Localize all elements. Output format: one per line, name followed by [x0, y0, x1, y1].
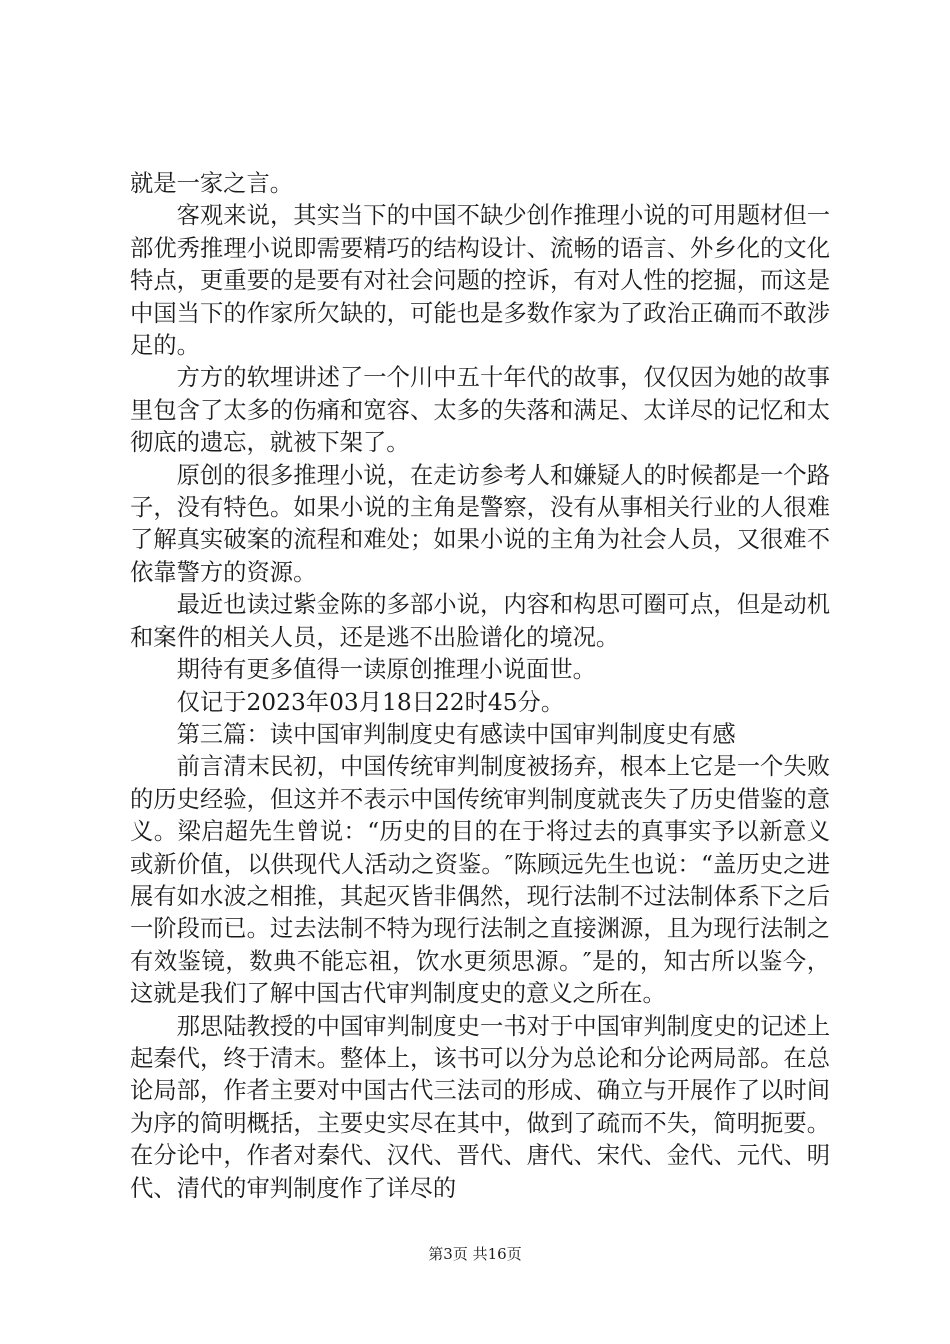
paragraph-6: 期待有更多值得一读原创推理小说面世。 — [176, 656, 596, 684]
paragraph-4: 原创的很多推理小说，在走访参考人和嫌疑人的时候都是一个路子，没有特色。如果小说的主角是警察，没有从事相关行业的人很难了解真实破案的流程和难处；如果小说的主角为社会人员，又很难不依靠警方的资源。 — [130, 461, 830, 586]
paragraph-7: 仅记于2023年03月18日22时45分。 — [176, 688, 565, 716]
document-body — [130, 168, 830, 1205]
paragraph-5: 最近也读过紫金陈的多部小说，内容和构思可圈可点，但是动机和案件的相关人员，还是逃不出脸谱化的境况。 — [130, 591, 830, 651]
page-number-footer: 第3页 共16页 — [428, 1245, 522, 1263]
paragraph-2: 客观来说，其实当下的中国不缺少创作推理小说的可用题材但一部优秀推理小说即需要精巧的结构设计、流畅的语言、外乡化的文化特点，更重要的是要有对社会问题的控诉，有对人性的挖掘，而这是中国当下的作家所欠缺的，可能也是多数作家为了政治正确而不敢涉足的。 — [130, 202, 830, 360]
paragraph-10: 那思陆教授的中国审判制度史一书对于中国审判制度史的记述上起秦代，终于清末。整体上，该书可以分为总论和分论两局部。在总论局部，作者主要对中国古代三法司的形成、确立与开展作了以时间为序的简明概括，主要史实尽在其中，做到了疏而不失，简明扼要。在分论中，作者对秦代、汉代、晋代、唐代、宋代、金代、元代、明代、清代的审判制度作了详尽的 — [130, 1012, 830, 1202]
paragraph-9: 前言清末民初，中国传统审判制度被扬弃，根本上它是一个失败的历史经验，但这并不表示中国传统审判制度就丧失了历史借鉴的意义。梁启超先生曾说：“历史的目的在于将过去的真事实予以新意义或新价值，以供现代人活动之资鉴。″陈顾远先生也说：“盖历史之进展有如水波之相推，其起灭皆非偶然，现行法制不过法制体系下之后一阶段而已。过去法制不特为现行法制之直接渊源，且为现行法制之有效鉴镜，数典不能忘祖，饮水更须思源。″是的，知古所以鉴今，这就是我们了解中国古代审判制度史的意义之所在。 — [130, 753, 830, 1008]
paragraph-3: 方方的软埋讲述了一个川中五十年代的故事，仅仅因为她的故事里包含了太多的伤痛和宽容、太多的失落和满足、太详尽的记忆和太彻底的遗忘，就被下架了。 — [130, 364, 830, 457]
section-heading: 第三篇：读中国审判制度史有感读中国审判制度史有感 — [176, 720, 736, 748]
paragraph-1: 就是一家之言。 — [130, 170, 294, 197]
